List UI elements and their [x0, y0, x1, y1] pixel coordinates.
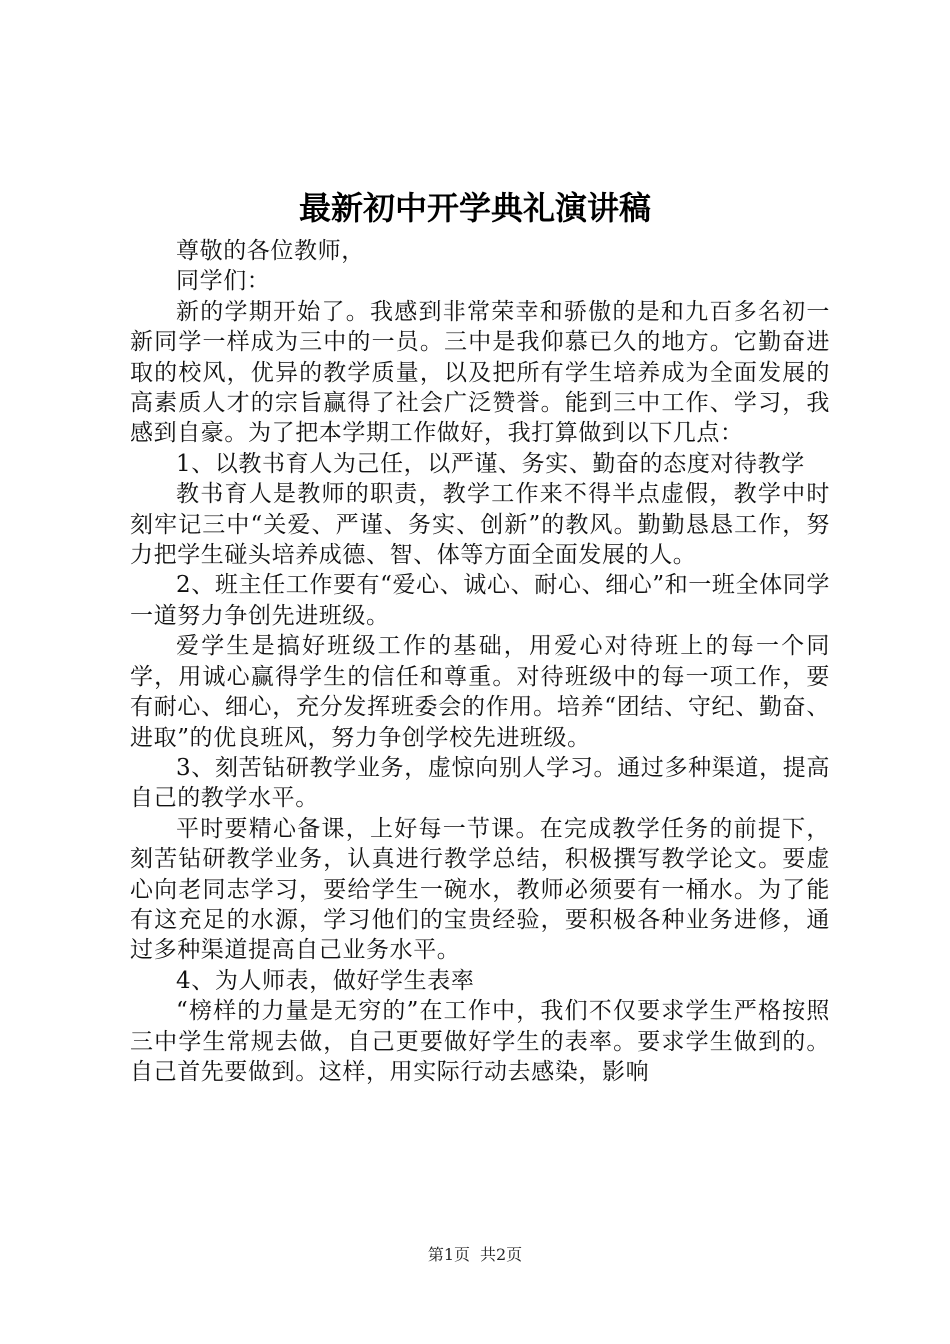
page-number: 第1页 — [427, 1245, 470, 1264]
paragraph-point-2: 爱学生是搞好班级工作的基础，用爱心对待班上的每一个同学，用诚心赢得学生的信任和尊重。对待班级中的每一项工作，要有耐心、细心，充分发挥班委会的作用。培养“团结、守纪、勤奋、进取”的优良班风，努力争创学校先进班级。 — [130, 633, 830, 751]
page-total: 共2页 — [480, 1245, 523, 1264]
point-heading-1: 1、以教书育人为己任，以严谨、务实、勤奋的态度对待教学 — [176, 450, 805, 477]
paragraph-intro: 新的学期开始了。我感到非常荣幸和骄傲的是和九百多名初一新同学一样成为三中的一员。三中是我仰慕已久的地方。它勤奋进取的校风，优异的教学质量，以及把所有学生培养成为全面发展的高素质人才的宗旨赢得了社会广泛赞誉。能到三中工作、学习，我感到自豪。为了把本学期工作做好，我打算做到以下几点： — [130, 298, 830, 447]
paragraph-point-4: “榜样的力量是无穷的”在工作中，我们不仅要求学生严格按照三中学生常规去做，自己更要做好学生的表率。要求学生做到的。自己首先要做到。这样，用实际行动去感染，影响 — [130, 998, 830, 1085]
paragraph-point-1: 教书育人是教师的职责，教学工作来不得半点虚假，教学中时刻牢记三中“关爱、严谨、务实、创新”的教风。勤勤恳恳工作，努力把学生碰头培养成德、智、体等方面全面发展的人。 — [130, 481, 830, 569]
salutation-teachers: 尊敬的各位教师， — [176, 238, 365, 264]
point-heading-2: 2、班主任工作要有“爱心、诚心、耐心、细心”和一班全体同学一道努力争创先进班级。 — [130, 572, 830, 629]
salutation-students: 同学们： — [176, 268, 271, 295]
point-heading-3: 3、刻苦钻研教学业务，虚惊向别人学习。通过多种渠道，提高自己的教学水平。 — [130, 754, 830, 812]
document-body — [130, 236, 830, 1087]
page-footer — [0, 1244, 950, 1266]
point-heading-4: 4、为人师表，做好学生表率 — [176, 967, 475, 994]
document-title: 最新初中开学典礼演讲稿 — [298, 189, 651, 227]
paragraph-point-3: 平时要精心备课，上好每一节课。在完成教学任务的前提下，刻苦钻研教学业务，认真进行教学总结，积极撰写教学论文。要虚心向老同志学习，要给学生一碗水，教师必须要有一桶水。为了能有这充足的水源，学习他们的宝贵经验，要积极各种业务进修，通过多种渠道提高自己业务水平。 — [130, 815, 830, 964]
